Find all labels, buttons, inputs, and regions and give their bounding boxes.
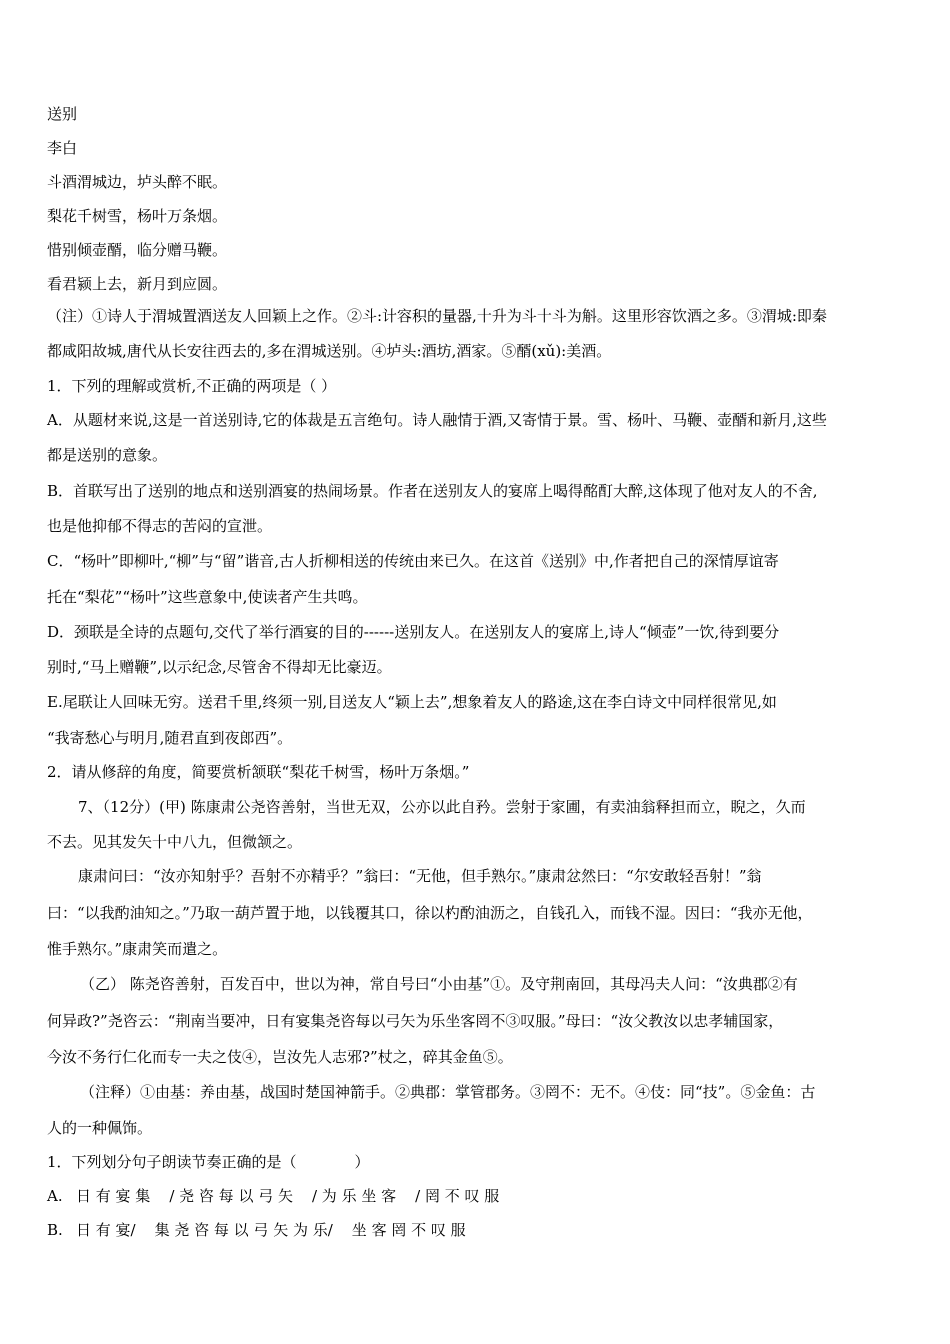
question-2: 2．请从修辞的角度，简要赏析颔联“梨花千树雪，杨叶万条烟。”	[47, 763, 470, 781]
poem-title: 送别	[47, 105, 78, 123]
passage-jia: 7、（12分）(甲) 陈康肃公尧咨善射，当世无双，公亦以此自矜。尝射于家圃，有卖油翁释担而立，睨之，久而	[78, 798, 806, 816]
option-b-continued: 也是他抑郁不得志的苦闷的宣泄。	[47, 517, 273, 535]
poem-notes: （注）①诗人于渭城置酒送友人回颖上之作。②斗:计容积的量器,十升为斗十斗为斛。这里形容饮酒之多。③渭城:即秦	[47, 307, 827, 325]
poem-line-3: 惜别倾壶醑，临分赠马鞭。	[47, 241, 228, 259]
passage-yi-line-3: 今汝不务行仁化而专一夫之伎④，岂汝先人志邪?”杖之，碎其金鱼⑤。	[47, 1048, 513, 1066]
option-a: A．从题材来说,这是一首送别诗,它的体裁是五言绝句。诗人融情于酒,又寄情于景。雪、杨叶、马鞭、壶醑和新月,这些	[47, 411, 827, 429]
rhythm-group: 坐 客 罔 不 叹 服	[351, 1221, 466, 1239]
rhythm-group: / 为 乐 坐 客	[311, 1187, 397, 1205]
passage-jia-line-2: 不去。见其发矢十中八九，但微颔之。	[47, 833, 303, 851]
passage-notes-continued: 人的一种佩饰。	[47, 1119, 153, 1137]
option-d: D．颈联是全诗的点题句,交代了举行酒宴的目的------送别友人。在送别友人的宴席上,诗人“倾壶”一饮,待到要分	[47, 623, 780, 641]
rhythm-option-a	[76, 1186, 518, 1206]
option-e: E.尾联让人回味无穷。送君千里,终须一别,目送友人“颖上去”,想象着友人的路途,这在李白诗文中同样很常见,如	[47, 693, 777, 711]
option-c-continued: 托在“梨花”“杨叶”这些意象中,使读者产生共鸣。	[47, 588, 368, 606]
passage-jia-line-5: 惟手熟尔。”康肃笑而遣之。	[47, 940, 228, 958]
rhythm-group: / 罔 不 叹 服	[415, 1187, 500, 1205]
question-7-1-stem-text: 1．下列划分句子朗读节奏正确的是（	[47, 1153, 297, 1171]
question-7-1-stem-close: ）	[354, 1153, 370, 1171]
option-c: C．“杨叶”即柳叶,“柳”与“留”谐音,古人折柳相送的传统由来已久。在这首《送别》中,作者把自己的深情厚谊寄	[47, 552, 779, 570]
passage-jia-line-4: 曰：“以我酌油知之。”乃取一葫芦置于地，以钱覆其口，徐以杓酌油沥之，自钱孔入，而钱不湿。因曰：“我亦无他，	[47, 904, 813, 922]
passage-notes: （注释）①由基：养由基，战国时楚国神箭手。②典郡：掌管郡务。③罔不：无不。④伎：同“技”。⑤金鱼：古	[80, 1083, 816, 1101]
passage-yi-line-2: 何异政?”尧咨云：“荆南当要冲，日有宴集尧咨每以弓矢为乐坐客罔不③叹服。”母曰：“汝父教汝以忠孝辅国家，	[47, 1012, 784, 1030]
option-a-continued: 都是送别的意象。	[47, 446, 168, 464]
passage-jia-line-3: 康肃问曰：“汝亦知射乎？吾射不亦精乎？”翁曰：“无他，但手熟尔。”康肃忿然曰：“尔安敢轻吾射！”翁	[78, 867, 762, 885]
poem-line-1: 斗酒渭城边，垆头醉不眠。	[47, 173, 228, 191]
rhythm-option-a-label: A.	[47, 1187, 63, 1205]
poem-notes-continued: 都咸阳故城,唐代从长安往西去的,多在渭城送别。④垆头:酒坊,酒家。⑤醑(xǔ):美酒。	[47, 342, 612, 360]
rhythm-group: 日 有 宴 集	[76, 1187, 151, 1205]
rhythm-option-b	[76, 1220, 485, 1240]
rhythm-group: 集 尧 咨 每 以 弓 矢 为 乐/	[154, 1221, 333, 1239]
rhythm-option-b-label: B.	[47, 1221, 63, 1239]
question-7-1-stem	[47, 1152, 370, 1172]
rhythm-group: 日 有 宴/	[76, 1221, 136, 1239]
question-1-stem: 1．下列的理解或赏析,不正确的两项是（ ）	[47, 377, 337, 395]
rhythm-group: / 尧 咨 每 以 弓 矢	[169, 1187, 293, 1205]
poem-author: 李白	[47, 139, 78, 157]
poem-line-2: 梨花千树雪，杨叶万条烟。	[47, 207, 228, 225]
option-d-continued: 别时,“马上赠鞭”,以示纪念,尽管舍不得却无比豪迈。	[47, 658, 392, 676]
passage-yi: （乙） 陈尧咨善射，百发百中，世以为神，常自号曰“小由基”①。及守荆南回，其母冯夫人问：“汝典郡②有	[80, 975, 798, 993]
poem-line-4: 看君颍上去，新月到应圆。	[47, 275, 228, 293]
option-b: B．首联写出了送别的地点和送别酒宴的热闹场景。作者在送别友人的宴席上喝得酩酊大醉,这体现了他对友人的不舍,	[47, 482, 818, 500]
option-e-continued: “我寄愁心与明月,随君直到夜郎西”。	[47, 729, 293, 747]
